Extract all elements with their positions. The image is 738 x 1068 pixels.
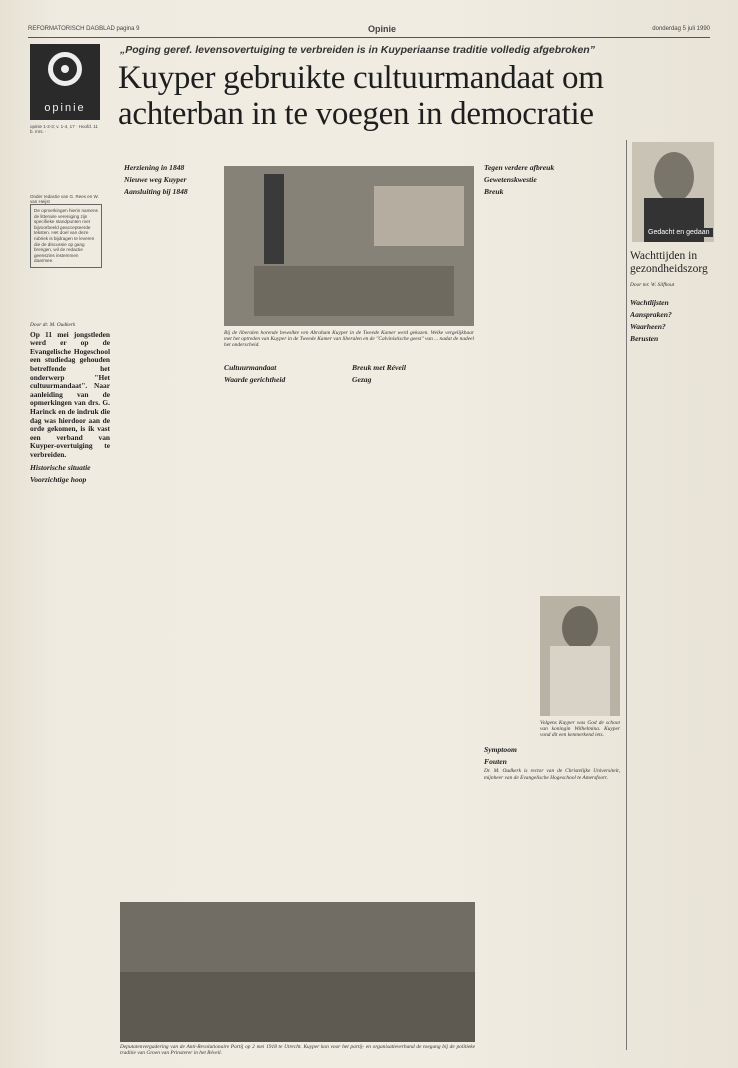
section-heading: Gezag <box>352 375 372 384</box>
section-heading: Fouten <box>484 757 507 766</box>
bottom-photo-caption: Deputatenvergadering van de Anti-Revolutionaire Partij op 2 mei 1918 te Utrecht. Kuyper kon voor het partij- en organisatieverband de toegang bij de politieke traditie van Groen van Prinsterer in het Réveil. <box>120 1044 475 1057</box>
column-2 <box>124 160 214 1040</box>
section-heading: Cultuurmandaat <box>224 363 277 372</box>
section-heading: Voorzichtige hoop <box>30 474 87 484</box>
opinie-logo <box>30 44 100 120</box>
article-lead: Op 11 mei jongstleden werd er op de Evangelische Hogeschool een studiedag gehouden betreffende het onderwerp "Het cultuurmandaat". Naar aanleiding van de opmerkingen van drs. G. Harinck en de indruk die dag was hierdoor aan de orde gekomen, is ik vast een verband van Kuyper-overtuiging te verbreiden. <box>30 329 110 459</box>
portrait-photo <box>632 142 714 242</box>
section-heading: Tegen verdere afbreuk <box>484 163 555 172</box>
author-note: Dr. M. Oudkerk is rector van de Christelijke Universiteit, mijnheer van de Evangelische Hogeschool te Amersfoort. <box>484 768 620 781</box>
column-5 <box>484 160 620 590</box>
section-heading: Berusten <box>630 334 659 343</box>
column-byline: Door mr. W. Silfhout <box>630 282 675 288</box>
section-heading: Aansluiting bij 1848 <box>124 187 188 196</box>
section-heading: Symptoom <box>484 745 517 754</box>
article-kicker: „Poging geref. levensovertuiging te verbreiden is in Kuyperiaanse traditie volledig afgebroken” <box>120 44 595 56</box>
queen-photo-caption: Volgens Kuyper was God de schoot van koningin Wilhelmina. Kuyper vond dit een kenmerkend iets. <box>540 720 620 739</box>
paper-name: REFORMATORISCH DAGBLAD pagina 9 <box>28 26 140 32</box>
section-heading: Herziening in 1848 <box>124 163 185 172</box>
section-heading: Breuk <box>484 187 504 196</box>
masthead-text: opinie 1-2-3; v. 1-4, 17 · Hoofd. 11 b. mrs. · <box>30 124 98 135</box>
header-rule <box>28 37 710 38</box>
publication-date: donderdag 5 juli 1990 <box>652 26 710 32</box>
section-heading: Nieuwe weg Kuyper <box>124 175 187 184</box>
top-photo <box>224 166 474 326</box>
column-1 <box>30 320 110 1040</box>
column-title: Wachttijden in gezondheidszorg <box>630 250 708 275</box>
section-heading: Waarheen? <box>630 322 666 331</box>
section-heading: Breuk met Réveil <box>352 363 406 372</box>
section-heading: Aanspraken? <box>630 310 672 319</box>
article-byline: Door dr. M. Oudkerk <box>30 322 76 328</box>
right-column-text <box>630 295 714 1055</box>
article-headline: Kuyper gebruikte cultuurmandaat om achterban in te voegen in democratie <box>118 60 604 132</box>
column-6 <box>484 742 620 1042</box>
column-4 <box>352 360 474 900</box>
column-3 <box>224 360 344 900</box>
page-header <box>28 26 710 36</box>
section-heading: Waarde gerichtheid <box>224 375 286 384</box>
editors-note: Onder redactie van G. Rees en W. van Heijst <box>30 194 99 204</box>
column-separator <box>626 140 627 1050</box>
section-heading: Historische situatie <box>30 462 91 472</box>
top-photo-caption: Bij de liberalen horende bewolkte ven Abraham Kuyper in de Tweede Kamer werd gekozen. Welke vergelijkbaar met het optreden van Kuyper in de Tweede Kamer van liberalen en de "Calvinistische geest" van ... nadat de nadeel het onderscheid. <box>224 330 474 349</box>
section-heading: Wachtlijsten <box>630 298 669 307</box>
section-heading: Gewetenskwestie <box>484 175 537 184</box>
disclaimer-box: De opmerkingen hierin namens de litteraire vereniging zijn specifieke standpunten met bijvoorbeeld geaccepteerde teksten. Het doel van deze rubriek is bijdragen te leveren die de discussie op gang brengen, wil de redactie geenszins instemmen daarmee. <box>30 204 102 268</box>
column-badge: Gedacht en gedaan <box>645 228 713 237</box>
logo-circle-icon <box>48 52 82 86</box>
section-name: Opinie <box>368 24 397 34</box>
queen-photo <box>540 596 620 716</box>
logo-word: opinie <box>44 102 86 114</box>
